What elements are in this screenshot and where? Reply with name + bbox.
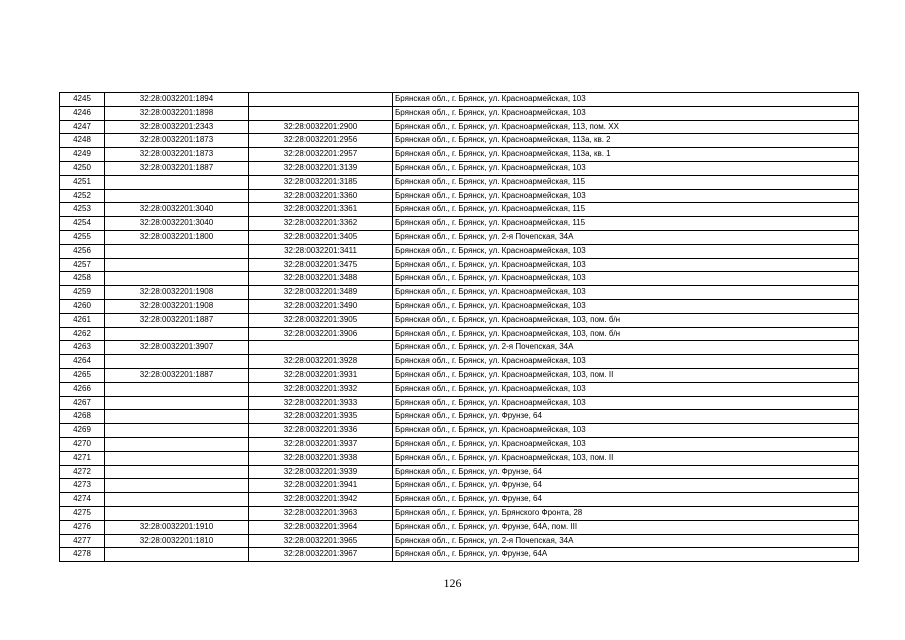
object-cadastral-number-cell: 32:28:0032201:3936 bbox=[249, 424, 393, 438]
table-row bbox=[60, 451, 859, 465]
object-cadastral-number-cell: 32:28:0032201:2956 bbox=[249, 134, 393, 148]
land-cadastral-number-cell bbox=[105, 424, 249, 438]
row-number-cell: 4257 bbox=[60, 258, 105, 272]
registry-table-body bbox=[60, 93, 859, 562]
address-cell: Брянская обл., г. Брянск, ул. Фрунзе, 64 bbox=[393, 410, 859, 424]
table-row bbox=[60, 134, 859, 148]
row-number-cell: 4278 bbox=[60, 548, 105, 562]
object-cadastral-number-cell: 32:28:0032201:3964 bbox=[249, 520, 393, 534]
object-cadastral-number-cell: 32:28:0032201:2900 bbox=[249, 120, 393, 134]
land-cadastral-number-cell: 32:28:0032201:1887 bbox=[105, 313, 249, 327]
address-cell: Брянская обл., г. Брянск, ул. Красноармейская, 103 bbox=[393, 396, 859, 410]
land-cadastral-number-cell: 32:28:0032201:1873 bbox=[105, 134, 249, 148]
row-number-cell: 4254 bbox=[60, 217, 105, 231]
land-cadastral-number-cell bbox=[105, 479, 249, 493]
table-row bbox=[60, 230, 859, 244]
row-number-cell: 4255 bbox=[60, 230, 105, 244]
table-row bbox=[60, 286, 859, 300]
object-cadastral-number-cell: 32:28:0032201:3942 bbox=[249, 493, 393, 507]
address-cell: Брянская обл., г. Брянск, ул. Красноармейская, 103 bbox=[393, 272, 859, 286]
object-cadastral-number-cell: 32:28:0032201:3941 bbox=[249, 479, 393, 493]
table-row bbox=[60, 534, 859, 548]
address-cell: Брянская обл., г. Брянск, ул. Красноармейская, 103 bbox=[393, 106, 859, 120]
table-row bbox=[60, 493, 859, 507]
row-number-cell: 4245 bbox=[60, 93, 105, 107]
object-cadastral-number-cell: 32:28:0032201:2957 bbox=[249, 148, 393, 162]
table-row bbox=[60, 355, 859, 369]
land-cadastral-number-cell: 32:28:0032201:1800 bbox=[105, 230, 249, 244]
table-row bbox=[60, 175, 859, 189]
address-cell: Брянская обл., г. Брянск, ул. Красноармейская, 103 bbox=[393, 286, 859, 300]
row-number-cell: 4252 bbox=[60, 189, 105, 203]
table-row bbox=[60, 368, 859, 382]
land-cadastral-number-cell: 32:28:0032201:1908 bbox=[105, 299, 249, 313]
table-row bbox=[60, 93, 859, 107]
object-cadastral-number-cell bbox=[249, 341, 393, 355]
row-number-cell: 4268 bbox=[60, 410, 105, 424]
row-number-cell: 4269 bbox=[60, 424, 105, 438]
row-number-cell: 4277 bbox=[60, 534, 105, 548]
row-number-cell: 4275 bbox=[60, 506, 105, 520]
object-cadastral-number-cell: 32:28:0032201:3938 bbox=[249, 451, 393, 465]
object-cadastral-number-cell: 32:28:0032201:3475 bbox=[249, 258, 393, 272]
land-cadastral-number-cell bbox=[105, 258, 249, 272]
object-cadastral-number-cell: 32:28:0032201:3935 bbox=[249, 410, 393, 424]
table-row bbox=[60, 299, 859, 313]
registry-table bbox=[59, 92, 859, 562]
land-cadastral-number-cell bbox=[105, 272, 249, 286]
row-number-cell: 4261 bbox=[60, 313, 105, 327]
object-cadastral-number-cell: 32:28:0032201:3488 bbox=[249, 272, 393, 286]
table-row bbox=[60, 382, 859, 396]
address-cell: Брянская обл., г. Брянск, ул. Красноармейская, 103, пом. II bbox=[393, 368, 859, 382]
address-cell: Брянская обл., г. Брянск, ул. Красноармейская, 115 bbox=[393, 217, 859, 231]
object-cadastral-number-cell: 32:28:0032201:3139 bbox=[249, 161, 393, 175]
land-cadastral-number-cell: 32:28:0032201:3040 bbox=[105, 217, 249, 231]
address-cell: Брянская обл., г. Брянск, ул. Красноармейская, 103, пом. б/н bbox=[393, 327, 859, 341]
land-cadastral-number-cell: 32:28:0032201:1810 bbox=[105, 534, 249, 548]
land-cadastral-number-cell: 32:28:0032201:1910 bbox=[105, 520, 249, 534]
land-cadastral-number-cell: 32:28:0032201:1887 bbox=[105, 161, 249, 175]
table-row bbox=[60, 161, 859, 175]
address-cell: Брянская обл., г. Брянск, ул. Красноармейская, 113а, кв. 2 bbox=[393, 134, 859, 148]
object-cadastral-number-cell: 32:28:0032201:3361 bbox=[249, 203, 393, 217]
object-cadastral-number-cell: 32:28:0032201:3490 bbox=[249, 299, 393, 313]
land-cadastral-number-cell: 32:28:0032201:3040 bbox=[105, 203, 249, 217]
land-cadastral-number-cell: 32:28:0032201:1908 bbox=[105, 286, 249, 300]
address-cell: Брянская обл., г. Брянск, ул. Красноармейская, 103 bbox=[393, 437, 859, 451]
address-cell: Брянская обл., г. Брянск, ул. Фрунзе, 64 bbox=[393, 465, 859, 479]
land-cadastral-number-cell: 32:28:0032201:1873 bbox=[105, 148, 249, 162]
object-cadastral-number-cell bbox=[249, 106, 393, 120]
object-cadastral-number-cell bbox=[249, 93, 393, 107]
row-number-cell: 4263 bbox=[60, 341, 105, 355]
row-number-cell: 4253 bbox=[60, 203, 105, 217]
row-number-cell: 4272 bbox=[60, 465, 105, 479]
table-row bbox=[60, 203, 859, 217]
row-number-cell: 4265 bbox=[60, 368, 105, 382]
address-cell: Брянская обл., г. Брянск, ул. Фрунзе, 64А bbox=[393, 548, 859, 562]
row-number-cell: 4247 bbox=[60, 120, 105, 134]
page-number: 126 bbox=[443, 576, 462, 590]
object-cadastral-number-cell: 32:28:0032201:3411 bbox=[249, 244, 393, 258]
object-cadastral-number-cell: 32:28:0032201:3963 bbox=[249, 506, 393, 520]
address-cell: Брянская обл., г. Брянск, ул. Красноармейская, 103 bbox=[393, 93, 859, 107]
object-cadastral-number-cell: 32:28:0032201:3939 bbox=[249, 465, 393, 479]
table-row bbox=[60, 120, 859, 134]
land-cadastral-number-cell bbox=[105, 493, 249, 507]
address-cell: Брянская обл., г. Брянск, ул. Фрунзе, 64А, пом. III bbox=[393, 520, 859, 534]
row-number-cell: 4260 bbox=[60, 299, 105, 313]
address-cell: Брянская обл., г. Брянск, ул. Фрунзе, 64 bbox=[393, 479, 859, 493]
row-number-cell: 4274 bbox=[60, 493, 105, 507]
land-cadastral-number-cell: 32:28:0032201:1887 bbox=[105, 368, 249, 382]
row-number-cell: 4266 bbox=[60, 382, 105, 396]
address-cell: Брянская обл., г. Брянск, ул. Красноармейская, 103 bbox=[393, 161, 859, 175]
land-cadastral-number-cell: 32:28:0032201:1894 bbox=[105, 93, 249, 107]
land-cadastral-number-cell bbox=[105, 451, 249, 465]
land-cadastral-number-cell bbox=[105, 548, 249, 562]
address-cell: Брянская обл., г. Брянск, ул. Красноармейская, 103 bbox=[393, 244, 859, 258]
object-cadastral-number-cell: 32:28:0032201:3405 bbox=[249, 230, 393, 244]
address-cell: Брянская обл., г. Брянск, ул. 2-я Почепская, 34А bbox=[393, 341, 859, 355]
address-cell: Брянская обл., г. Брянск, ул. Фрунзе, 64 bbox=[393, 493, 859, 507]
table-row bbox=[60, 548, 859, 562]
land-cadastral-number-cell bbox=[105, 382, 249, 396]
land-cadastral-number-cell bbox=[105, 410, 249, 424]
address-cell: Брянская обл., г. Брянск, ул. Красноармейская, 113, пом. XX bbox=[393, 120, 859, 134]
row-number-cell: 4246 bbox=[60, 106, 105, 120]
address-cell: Брянская обл., г. Брянск, ул. 2-я Почепская, 34А bbox=[393, 230, 859, 244]
address-cell: Брянская обл., г. Брянск, ул. Красноармейская, 103 bbox=[393, 189, 859, 203]
address-cell: Брянская обл., г. Брянск, ул. Красноармейская, 115 bbox=[393, 175, 859, 189]
table-row bbox=[60, 217, 859, 231]
table-row bbox=[60, 327, 859, 341]
row-number-cell: 4251 bbox=[60, 175, 105, 189]
object-cadastral-number-cell: 32:28:0032201:3185 bbox=[249, 175, 393, 189]
address-cell: Брянская обл., г. Брянск, ул. Красноармейская, 115 bbox=[393, 203, 859, 217]
table-row bbox=[60, 244, 859, 258]
table-row bbox=[60, 479, 859, 493]
object-cadastral-number-cell: 32:28:0032201:3933 bbox=[249, 396, 393, 410]
address-cell: Брянская обл., г. Брянск, ул. Красноармейская, 103, пом. б/н bbox=[393, 313, 859, 327]
table-row bbox=[60, 341, 859, 355]
land-cadastral-number-cell bbox=[105, 175, 249, 189]
object-cadastral-number-cell: 32:28:0032201:3932 bbox=[249, 382, 393, 396]
land-cadastral-number-cell bbox=[105, 355, 249, 369]
table-row bbox=[60, 506, 859, 520]
land-cadastral-number-cell bbox=[105, 465, 249, 479]
table-row bbox=[60, 437, 859, 451]
land-cadastral-number-cell bbox=[105, 327, 249, 341]
land-cadastral-number-cell bbox=[105, 244, 249, 258]
table-row bbox=[60, 424, 859, 438]
table-row bbox=[60, 272, 859, 286]
row-number-cell: 4256 bbox=[60, 244, 105, 258]
row-number-cell: 4250 bbox=[60, 161, 105, 175]
address-cell: Брянская обл., г. Брянск, ул. Брянского Фронта, 28 bbox=[393, 506, 859, 520]
table-row bbox=[60, 396, 859, 410]
land-cadastral-number-cell: 32:28:0032201:3907 bbox=[105, 341, 249, 355]
row-number-cell: 4276 bbox=[60, 520, 105, 534]
row-number-cell: 4248 bbox=[60, 134, 105, 148]
row-number-cell: 4273 bbox=[60, 479, 105, 493]
address-cell: Брянская обл., г. Брянск, ул. Красноармейская, 103 bbox=[393, 258, 859, 272]
row-number-cell: 4270 bbox=[60, 437, 105, 451]
table-row bbox=[60, 465, 859, 479]
address-cell: Брянская обл., г. Брянск, ул. Красноармейская, 103 bbox=[393, 382, 859, 396]
object-cadastral-number-cell: 32:28:0032201:3905 bbox=[249, 313, 393, 327]
address-cell: Брянская обл., г. Брянск, ул. Красноармейская, 103, пом. II bbox=[393, 451, 859, 465]
document-sheet bbox=[59, 92, 846, 562]
table-row bbox=[60, 520, 859, 534]
object-cadastral-number-cell: 32:28:0032201:3906 bbox=[249, 327, 393, 341]
land-cadastral-number-cell bbox=[105, 437, 249, 451]
row-number-cell: 4271 bbox=[60, 451, 105, 465]
land-cadastral-number-cell: 32:28:0032201:2343 bbox=[105, 120, 249, 134]
table-row bbox=[60, 148, 859, 162]
row-number-cell: 4249 bbox=[60, 148, 105, 162]
land-cadastral-number-cell bbox=[105, 506, 249, 520]
table-row bbox=[60, 313, 859, 327]
table-row bbox=[60, 410, 859, 424]
object-cadastral-number-cell: 32:28:0032201:3362 bbox=[249, 217, 393, 231]
object-cadastral-number-cell: 32:28:0032201:3931 bbox=[249, 368, 393, 382]
row-number-cell: 4264 bbox=[60, 355, 105, 369]
address-cell: Брянская обл., г. Брянск, ул. Красноармейская, 103 bbox=[393, 299, 859, 313]
land-cadastral-number-cell bbox=[105, 189, 249, 203]
row-number-cell: 4267 bbox=[60, 396, 105, 410]
row-number-cell: 4258 bbox=[60, 272, 105, 286]
land-cadastral-number-cell bbox=[105, 396, 249, 410]
object-cadastral-number-cell: 32:28:0032201:3928 bbox=[249, 355, 393, 369]
table-row bbox=[60, 189, 859, 203]
row-number-cell: 4262 bbox=[60, 327, 105, 341]
object-cadastral-number-cell: 32:28:0032201:3360 bbox=[249, 189, 393, 203]
address-cell: Брянская обл., г. Брянск, ул. Красноармейская, 103 bbox=[393, 355, 859, 369]
address-cell: Брянская обл., г. Брянск, ул. 2-я Почепская, 34А bbox=[393, 534, 859, 548]
object-cadastral-number-cell: 32:28:0032201:3937 bbox=[249, 437, 393, 451]
row-number-cell: 4259 bbox=[60, 286, 105, 300]
object-cadastral-number-cell: 32:28:0032201:3967 bbox=[249, 548, 393, 562]
table-row bbox=[60, 258, 859, 272]
table-row bbox=[60, 106, 859, 120]
address-cell: Брянская обл., г. Брянск, ул. Красноармейская, 113а, кв. 1 bbox=[393, 148, 859, 162]
address-cell: Брянская обл., г. Брянск, ул. Красноармейская, 103 bbox=[393, 424, 859, 438]
object-cadastral-number-cell: 32:28:0032201:3489 bbox=[249, 286, 393, 300]
land-cadastral-number-cell: 32:28:0032201:1898 bbox=[105, 106, 249, 120]
object-cadastral-number-cell: 32:28:0032201:3965 bbox=[249, 534, 393, 548]
